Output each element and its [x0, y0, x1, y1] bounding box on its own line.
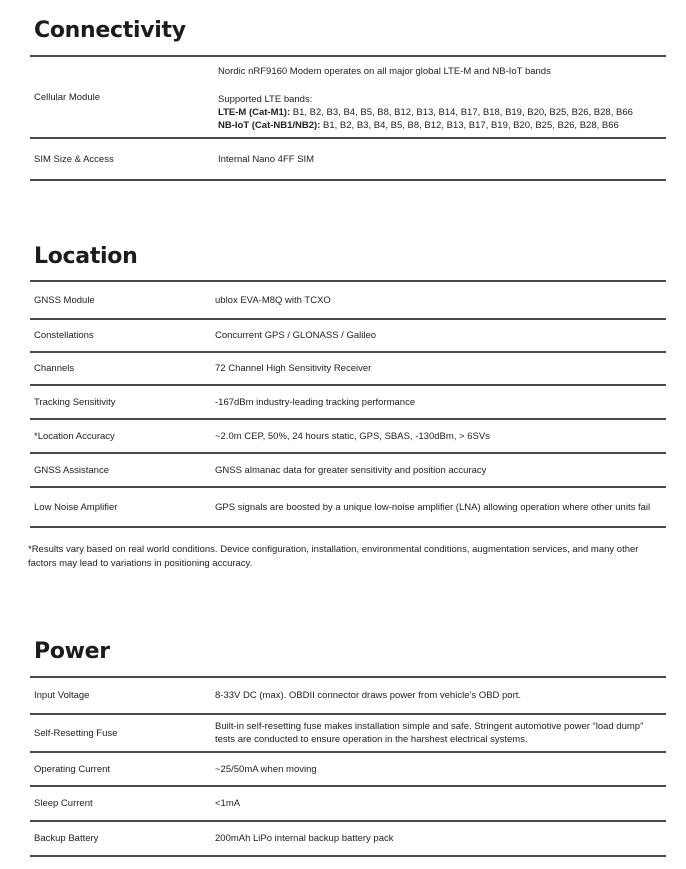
nbiot-bands: B1, B2, B3, B4, B5, B8, B12, B13, B17, B19, B20, B25, B26, B28, B66: [320, 120, 619, 131]
ltem-label: LTE-M (Cat-M1):: [218, 107, 291, 118]
table-row: [30, 320, 666, 351]
row-value: ~25/50mA when moving: [215, 763, 317, 775]
row-label: Low Noise Amplifier: [34, 501, 118, 513]
table-row: [30, 282, 666, 318]
row-value: [218, 65, 656, 132]
row-value: -167dBm industry-leading tracking performance: [215, 396, 416, 408]
row-label: *Location Accuracy: [34, 430, 115, 442]
connectivity-title: Connectivity: [34, 18, 186, 43]
row-value: 8-33V DC (max). OBDII connector draws power from vehicle’s OBD port.: [215, 690, 522, 701]
row-label: Sleep Current: [34, 798, 93, 809]
nbiot-bands-line: [218, 119, 656, 132]
row-label: SIM Size & Access: [34, 153, 114, 165]
row-value: 200mAh LiPo internal backup battery pack: [215, 833, 394, 844]
row-divider: [30, 526, 666, 528]
table-row: [30, 420, 666, 452]
row-value: 72 Channel High Sensitivity Receiver: [215, 363, 372, 374]
row-label: Self-Resetting Fuse: [34, 727, 118, 739]
power-title: Power: [34, 639, 110, 664]
table-row: [30, 678, 666, 713]
table-row: [30, 139, 666, 179]
table-row: [30, 57, 666, 137]
row-value: Internal Nano 4FF SIM: [218, 153, 315, 165]
ltem-bands: B1, B2, B3, B4, B5, B8, B12, B13, B14, B17, B18, B19, B20, B25, B26, B28, B66: [290, 107, 633, 118]
row-label: Channels: [34, 363, 75, 374]
row-label: GNSS Module: [34, 294, 95, 306]
modem-intro: Nordic nRF9160 Modem operates on all major global LTE-M and NB-IoT bands: [218, 66, 551, 77]
table-row: [30, 753, 666, 785]
power-table: [30, 676, 666, 856]
nbiot-label: NB-IoT (Cat-NB1/NB2):: [218, 120, 321, 131]
row-label: Operating Current: [34, 763, 111, 775]
row-value: ublox EVA-M8Q with TCXO: [215, 294, 331, 306]
row-label: Constellations: [34, 330, 94, 341]
row-label: Tracking Sensitivity: [34, 396, 116, 408]
connectivity-section: [0, 0, 686, 200]
row-label: Cellular Module: [34, 91, 101, 103]
accuracy-footnote: *Results vary based on real world conditions. Device configuration, installation, environmental conditions, augmentation services, and many other factors may lead to variations in positioning accuracy.: [28, 544, 639, 569]
location-table: [30, 280, 666, 528]
row-label: GNSS Assistance: [34, 464, 109, 476]
connectivity-table: [30, 55, 666, 181]
power-section: [0, 625, 686, 865]
row-value: ~2.0m CEP, 50%, 24 hours static, GPS, SBAS, -130dBm, > 6SVs: [215, 430, 490, 442]
table-row: [30, 822, 666, 855]
row-label: Backup Battery: [34, 833, 99, 844]
row-value: GNSS almanac data for greater sensitivity and position accuracy: [215, 464, 487, 476]
row-label: Input Voltage: [34, 690, 90, 701]
row-divider: [30, 179, 666, 181]
bands-heading: Supported LTE bands:: [218, 94, 313, 105]
table-row: [30, 715, 666, 751]
row-divider: [30, 855, 666, 857]
row-value: <1mA: [215, 798, 241, 809]
table-row: [30, 454, 666, 486]
location-title: Location: [34, 244, 138, 269]
table-row: [30, 386, 666, 418]
row-value: GPS signals are boosted by a unique low-noise amplifier (LNA) allowing operation where other units fail: [215, 501, 651, 513]
location-section: [0, 230, 686, 580]
table-row: [30, 787, 666, 820]
table-row: [30, 353, 666, 384]
ltem-bands-line: [218, 106, 656, 119]
row-value: Built-in self-resetting fuse makes installation simple and safe. Stringent automotive power “load dump” tests are conducted to ensure operation in the harshest electrical systems.: [215, 721, 644, 745]
row-value: Concurrent GPS / GLONASS / Galileo: [215, 330, 377, 341]
table-row: [30, 488, 666, 526]
